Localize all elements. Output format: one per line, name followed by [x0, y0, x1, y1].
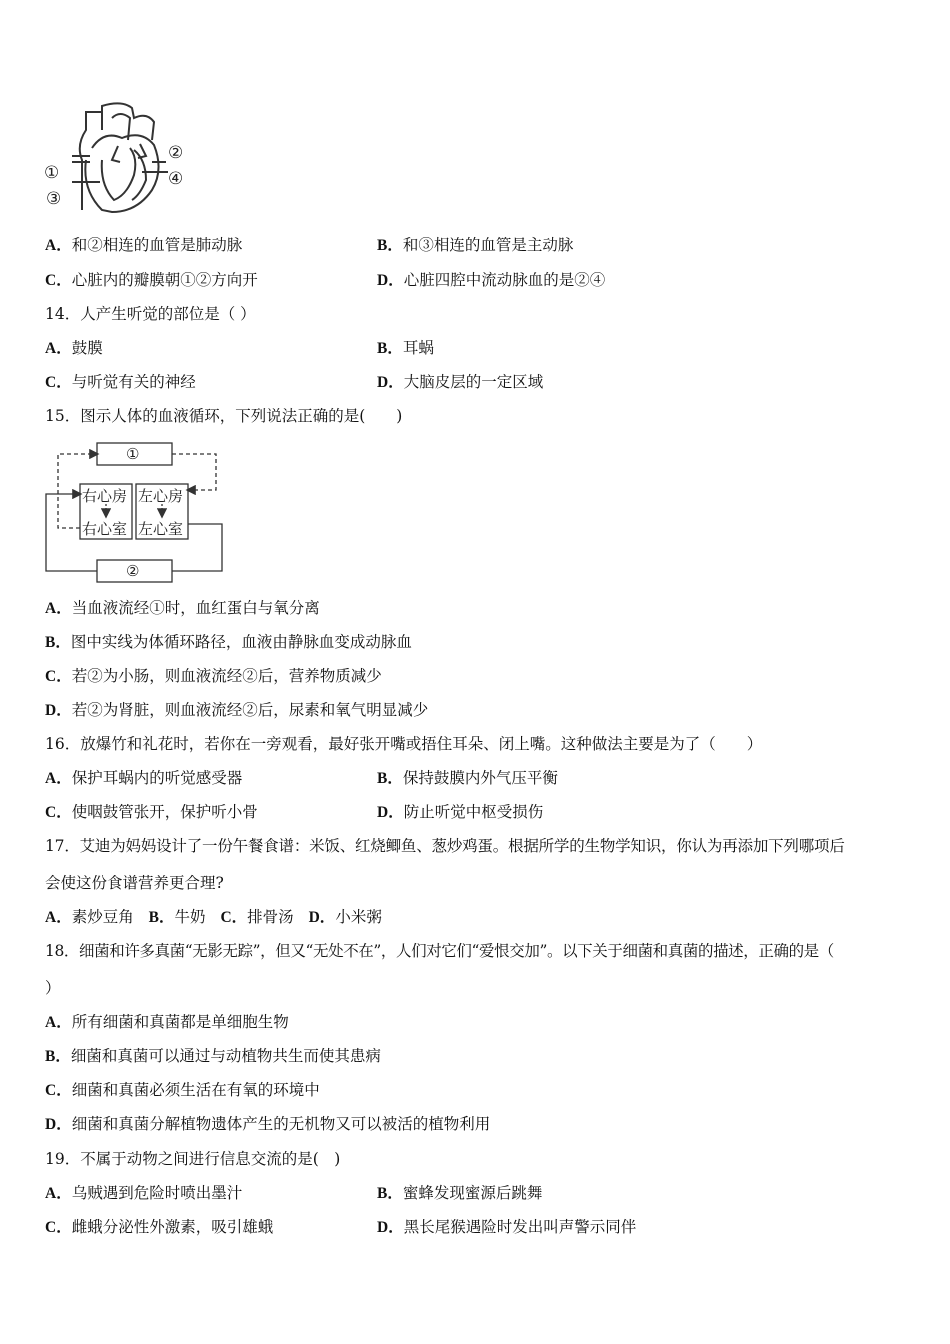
q17-option-c: C．排骨汤 — [220, 908, 294, 926]
q17-option-d: D．小米粥 — [308, 908, 382, 926]
q17-option-b: B．牛奶 — [148, 908, 206, 926]
q14-option-c: C．与听觉有关的神经 — [45, 373, 196, 391]
q15-option-c: C．若②为小肠，则血液流经②后，营养物质减少 — [45, 667, 382, 685]
q15-option-a: A．当血液流经①时，血红蛋白与氧分离 — [45, 599, 320, 617]
q17-option-a: A．素炒豆角 — [45, 908, 134, 926]
diagram-right-ventricle: 右心室 — [82, 520, 128, 538]
q17-stem-line2: 会使这份食谱营养更合理? — [45, 874, 224, 892]
q14-option-a: A．鼓膜 — [45, 339, 103, 357]
q16-option-c: C．使咽鼓管张开，保护听小骨 — [45, 803, 258, 821]
q19-option-c: C．雌蛾分泌性外激素，吸引雄蛾 — [45, 1218, 274, 1236]
q19-stem: 19．不属于动物之间进行信息交流的是( ) — [45, 1150, 341, 1168]
diagram-box-2: ② — [126, 562, 140, 580]
q13-option-c: C．心脏内的瓣膜朝①②方向开 — [45, 271, 258, 289]
q13-option-d: D．心脏四腔中流动脉血的是②④ — [377, 271, 606, 289]
q17-options — [45, 907, 382, 928]
q15-option-d: D．若②为肾脏，则血液流经②后，尿素和氧气明显减少 — [45, 701, 429, 719]
q19-option-d: D．黑长尾猴遇险时发出叫声警示同伴 — [377, 1218, 637, 1236]
q16-option-b: B．保持鼓膜内外气压平衡 — [377, 769, 558, 787]
q18-option-b: B．细菌和真菌可以通过与动植物共生而使其患病 — [45, 1047, 381, 1065]
diagram-left-ventricle: 左心室 — [138, 520, 184, 538]
q16-option-d: D．防止听觉中枢受损伤 — [377, 803, 544, 821]
q13-option-b: B．和③相连的血管是主动脉 — [377, 236, 574, 254]
q19-option-b: B．蜜蜂发现蜜源后跳舞 — [377, 1184, 543, 1202]
q14-stem: 14．人产生听觉的部位是（ ） — [45, 305, 256, 323]
q16-option-a: A．保护耳蜗内的听觉感受器 — [45, 769, 243, 787]
heart-label-4: ④ — [168, 169, 184, 189]
q17-stem-line1: 17．艾迪为妈妈设计了一份午餐食谱：米饭、红烧鲫鱼、葱炒鸡蛋。根据所学的生物学知识，你认为再添加下列哪项后 — [45, 837, 845, 855]
circulation-diagram — [42, 438, 232, 586]
q14-option-d: D．大脑皮层的一定区域 — [377, 373, 544, 391]
q15-option-b: B．图中实线为体循环路径，血液由静脉血变成动脉血 — [45, 633, 412, 651]
q18-stem-line2: ） — [45, 979, 61, 997]
heart-label-2: ② — [168, 143, 184, 163]
q14-option-b: B．耳蜗 — [377, 339, 434, 357]
heart-label-1: ① — [44, 163, 60, 183]
diagram-box-1: ① — [126, 445, 140, 463]
diagram-left-atrium: 左心房 — [138, 487, 184, 505]
q19-option-a: A．乌贼遇到危险时喷出墨汁 — [45, 1184, 243, 1202]
q18-option-c: C．细菌和真菌必须生活在有氧的环境中 — [45, 1081, 320, 1099]
q18-stem-line1: 18．细菌和许多真菌“无影无踪”，但又“无处不在”，人们对它们“爱恨交加”。以下关于细菌和真菌的描述，正确的是（ — [45, 942, 834, 960]
q13-option-a: A．和②相连的血管是肺动脉 — [45, 236, 243, 254]
q16-stem: 16．放爆竹和礼花时，若你在一旁观看，最好张开嘴或捂住耳朵、闭上嘴。这种做法主要是为了（ ） — [45, 735, 763, 753]
heart-label-3: ③ — [46, 189, 62, 209]
q15-stem: 15．图示人体的血液循环，下列说法正确的是( ) — [45, 407, 403, 425]
heart-figure — [42, 100, 202, 218]
q18-option-d: D．细菌和真菌分解植物遗体产生的无机物又可以被活的植物利用 — [45, 1115, 491, 1133]
diagram-right-atrium: 右心房 — [82, 487, 128, 505]
q18-option-a: A．所有细菌和真菌都是单细胞生物 — [45, 1013, 289, 1031]
